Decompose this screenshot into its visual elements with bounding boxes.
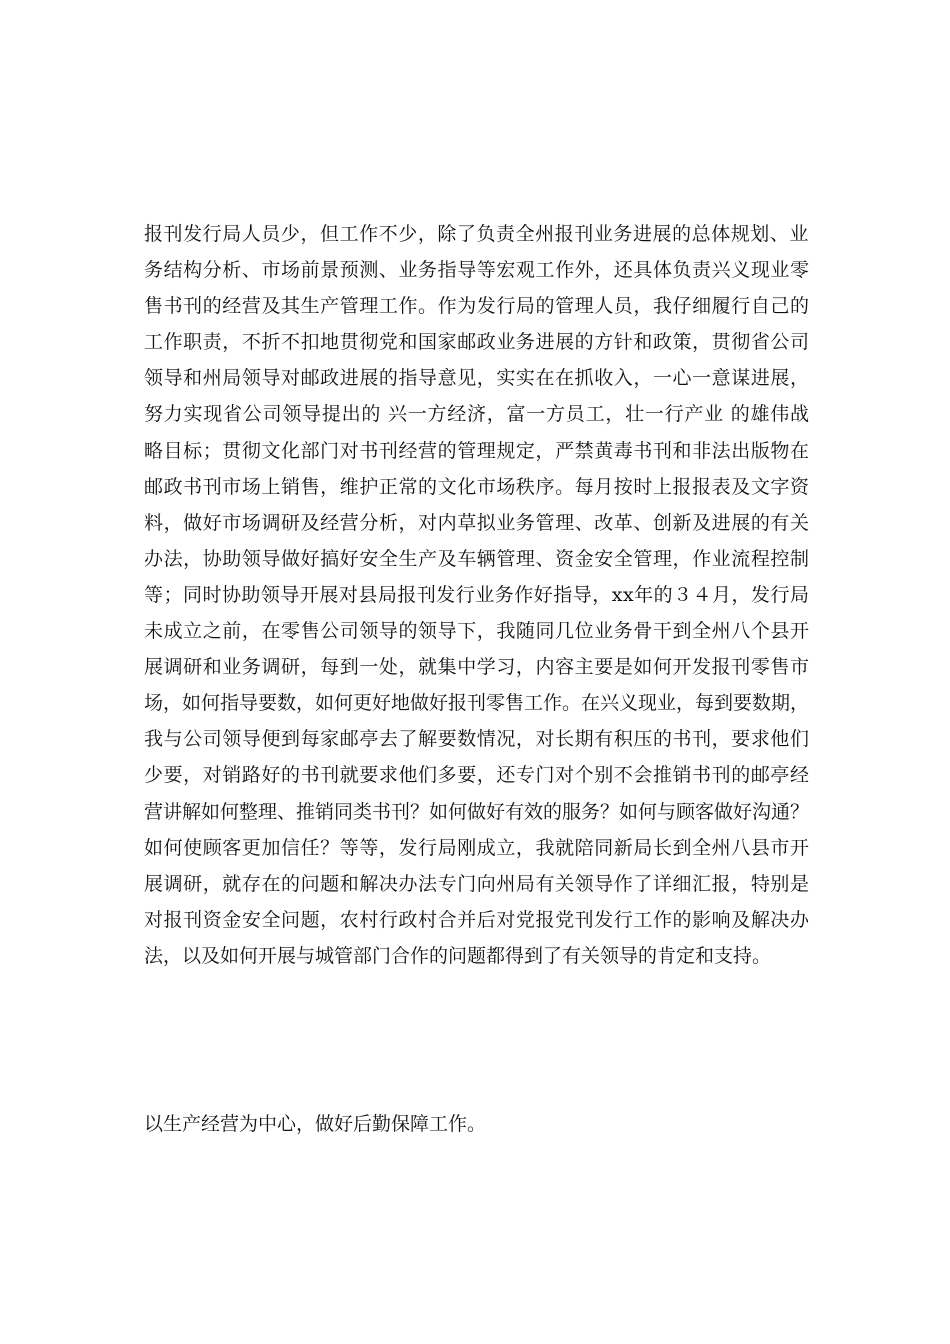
paragraph-line [144,216,809,252]
paragraph-line-text: 务结构分析、市场前景预测、业务指导等宏观工作外，还具体负责兴义现业零 [144,259,810,282]
paragraph-line [144,613,809,649]
paragraph-line [144,721,809,757]
paragraph-line-text: 工作职责，不折不扣地贯彻党和国家邮政业务进展的方针和政策，贯彻省公司 [144,331,810,354]
paragraph-line [144,757,809,793]
paragraph-line [144,360,809,396]
paragraph-line-text: 报刊发行局人员少，但工作不少，除了负责全州报刊业务进展的总体规划、业 [144,223,809,245]
paragraph-line-text: 办法，协助领导做好搞好安全生产及车辆管理、资金安全管理，作业流程控制 [144,547,810,570]
paragraph-line [144,252,809,288]
paragraph-line-text: 展调研，就存在的问题和解决办法专门向州局有关领导作了详细汇报，特别是 [144,872,810,895]
section-heading: 以生产经营为中心，做好后勤保障工作。 [144,1113,487,1135]
paragraph-line-text: 我与公司领导便到每家邮亭去了解要数情况，对长期有积压的书刊，要求他们 [144,728,810,751]
paragraph-line-text: 法，以及如何开展与城管部门合作的问题都得到了有关领导的肯定和支持。 [144,944,772,967]
paragraph-line [144,902,809,938]
paragraph-line-text: 领导和州局领导对邮政进展的指导意见，实实在在抓收入，一心一意谋进展， [144,367,810,390]
paragraph-line-text: 料，做好市场调研及经营分析，对内草拟业务管理、改革、创新及进展的有关 [144,511,810,534]
paragraph-line [144,324,809,360]
paragraph-line-text: 等；同时协助领导开展对县局报刊发行业务作好指导，xx年的３４月，发行局 [144,583,810,606]
paragraph-line-text: 场，如何指导要数，如何更好地做好报刊零售工作。在兴义现业，每到要数期， [144,692,809,715]
paragraph-line [144,288,809,324]
paragraph-line [144,505,809,541]
paragraph-line [144,469,809,505]
paragraph-line [144,794,809,830]
paragraph-line [144,577,809,613]
paragraph-line [144,433,809,469]
paragraph-line [144,649,809,685]
paragraph-line-text: 努力实现省公司领导提出的 兴一方经济，富一方员工，壮一行产业 的雄伟战 [144,403,810,426]
paragraph-line-text: 营讲解如何整理、推销同类书刊？如何做好有效的服务？如何与顾客做好沟通？ [144,800,809,823]
paragraph-line [144,396,809,432]
paragraph-line-text: 少要，对销路好的书刊就要求他们多要，还专门对个别不会推销书刊的邮亭经 [144,764,810,787]
paragraph-line-text: 对报刊资金安全问题，农村行政村合并后对党报党刊发行工作的影响及解决办 [144,908,810,931]
paragraph-line-text: 如何使顾客更加信任？等等，发行局刚成立，我就陪同新局长到全州八县市开 [144,836,810,859]
paragraph-line [144,541,809,577]
paragraph-line-text: 未成立之前，在零售公司领导的领导下，我随同几位业务骨干到全州八个县开 [144,620,810,643]
paragraph-line-text: 略目标；贯彻文化部门对书刊经营的管理规定，严禁黄毒书刊和非法出版物在 [144,439,810,462]
paragraph-line [144,938,809,974]
paragraph-line [144,685,809,721]
body-paragraph [144,216,809,974]
paragraph-line [144,830,809,866]
paragraph-line [144,866,809,902]
paragraph-line-text: 展调研和业务调研，每到一处，就集中学习，内容主要是如何开发报刊零售市 [144,656,810,679]
paragraph-line-text: 邮政书刊市场上销售，维护正常的文化市场秩序。每月按时上报报表及文字资 [144,475,810,498]
paragraph-line-text: 售书刊的经营及其生产管理工作。作为发行局的管理人员，我仔细履行自己的 [144,295,810,318]
